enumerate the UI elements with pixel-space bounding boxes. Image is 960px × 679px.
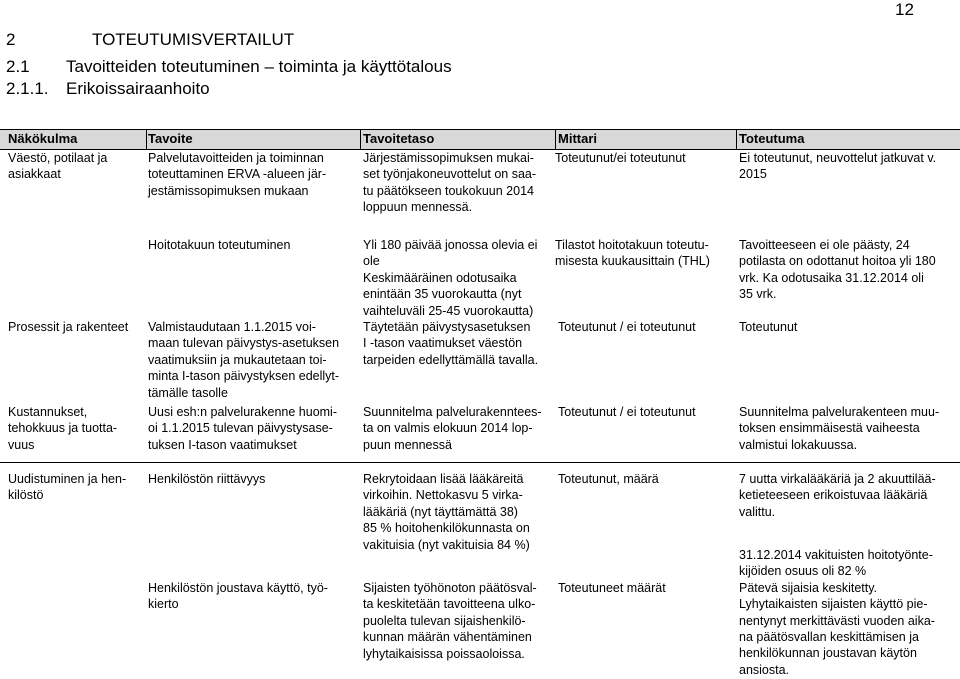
cell-r2-mittari: Tilastot hoitotakuun toteutu- misesta kuukausittain (THL) — [555, 238, 710, 269]
heading-3-number: 2.1.1. — [6, 79, 49, 98]
heading-2-title: Tavoitteiden toteutuminen – toiminta ja käyttötalous — [66, 57, 452, 76]
cell-r4-tavoitetaso: Suunnitelma palvelurakenntees- ta on valmis elokuun 2014 lop- puun mennessä — [363, 405, 542, 452]
heading-2-number: 2.1 — [6, 57, 30, 76]
table-rule — [0, 462, 960, 463]
cell-r5-toteutuma: 7 uutta virkalääkäriä ja 2 akuuttilää- ketieteeseen erikoistuvaa lääkäriä valittu. — [739, 472, 936, 519]
cell-r1-mittari: Toteutunut/ei toteutunut — [555, 151, 686, 165]
table-rule — [0, 129, 960, 130]
cell-r3-toteutuma: Toteutunut — [739, 320, 798, 334]
cell-r4-mittari: Toteutunut / ei toteutunut — [558, 405, 696, 419]
cell-r5-tavoitetaso: Rekrytoidaan lisää lääkäreitä virkoihin. Nettokasvu 5 virka- lääkäriä (nyt täyttämättä 38) 85 % hoitohenkilökunnasta on vakituisia (nyt vakituisia 84 %) — [363, 472, 530, 552]
cell-r6-tavoitetaso: Sijaisten työhönoton päätösval- ta keskitetään tavoitteena ulko- puolelta tulevan sijaishenkilö- kunnan määrän vähentäminen lyhytaikaisissa poissaoloissa. — [363, 581, 537, 661]
heading-1-title: TOTEUTUMISVERTAILUT — [92, 30, 295, 49]
table-header-background — [0, 129, 960, 149]
cell-r4-toteutuma: Suunnitelma palvelurakenteen muu- toksen ensimmäisestä vaiheesta valmistui lokakuussa. — [739, 405, 940, 452]
cell-r2-toteutuma: Tavoitteeseen ei ole päästy, 24 potilasta on odottanut hoitoa yli 180 vrk. Ka odotusaika 31.12.2014 oli 35 vrk. — [739, 238, 936, 302]
header-mittari: Mittari — [558, 131, 597, 146]
cell-r5-tavoite: Henkilöstön riittävyys — [148, 472, 266, 486]
cell-r1-toteutuma: Ei toteutunut, neuvottelut jatkuvat v. 2015 — [739, 151, 937, 182]
goals-table — [0, 129, 960, 679]
heading-3-title: Erikoissairaanhoito — [66, 79, 210, 98]
cell-r6-mittari: Toteutuneet määrät — [558, 581, 666, 595]
cell-r1-nakokulma: Väestö, potilaat ja asiakkaat — [8, 151, 108, 182]
cell-r3-mittari: Toteutunut / ei toteutunut — [558, 320, 696, 334]
cell-r5-mittari: Toteutunut, määrä — [558, 472, 659, 486]
cell-r5-nakokulma: Uudistuminen ja hen- kilöstö — [8, 472, 127, 503]
header-toteutuma: Toteutuma — [739, 131, 805, 146]
cell-r2-tavoitetaso: Yli 180 päivää jonossa olevia ei ole Keskimääräinen odotusaika enintään 35 vuorokautta (nyt vaihteluväli 25-45 vuorokautta) — [363, 238, 538, 318]
cell-r4-nakokulma: Kustannukset, tehokkuus ja tuotta- vuus — [8, 405, 118, 452]
cell-r1-tavoitetaso: Järjestämissopimuksen mukai- set työnjakoneuvottelut on saa- tu päätökseen toukokuun 2014 loppuun mennessä. — [363, 151, 537, 215]
cell-r2-tavoite: Hoitotakuun toteutuminen — [148, 238, 291, 252]
table-rule — [736, 129, 737, 149]
page-number: 12 — [895, 0, 914, 19]
cell-r6-toteutuma: 31.12.2014 vakituisten hoitotyönte- kijöiden osuus oli 82 % Pätevä sijaisia keskitetty. Lyhytaikaisten sijaisten käyttö pie- nentynyt merkittävästi vuoden aika- na päätösvallan keskittämisen ja henkilökunnan joustavan käytön ansiosta. — [739, 548, 935, 677]
header-tavoitetaso: Tavoitetaso — [363, 131, 435, 146]
heading-1-number: 2 — [6, 30, 16, 49]
cell-r4-tavoite: Uusi esh:n palvelurakenne huomi- oi 1.1.2015 tulevan päivystysase- tuksen I-tason vaatimukset — [148, 405, 337, 452]
table-rule — [146, 129, 147, 149]
cell-r3-tavoite: Valmistaudutaan 1.1.2015 voi- maan tulevan päivystys-asetuksen vaatimuksiin ja mukautetaan toi- minta I-tason päivystyksen edellyt- tämälle tasolle — [148, 320, 340, 400]
header-nakokulma: Näkökulma — [8, 131, 78, 146]
header-tavoite: Tavoite — [148, 131, 193, 146]
cell-r3-tavoitetaso: Täytetään päivystysasetuksen I -tason vaatimukset väestön tarpeiden edellyttämällä tavalla. — [363, 320, 539, 367]
cell-r3-nakokulma: Prosessit ja rakenteet — [8, 320, 129, 334]
cell-r6-tavoite: Henkilöstön joustava käyttö, työ- kierto — [148, 581, 328, 612]
table-rule — [360, 129, 361, 149]
cell-r1-tavoite: Palvelutavoitteiden ja toiminnan toteuttaminen ERVA -alueen jär- jestämissopimuksen mukaan — [148, 151, 327, 198]
table-rule — [555, 129, 556, 149]
